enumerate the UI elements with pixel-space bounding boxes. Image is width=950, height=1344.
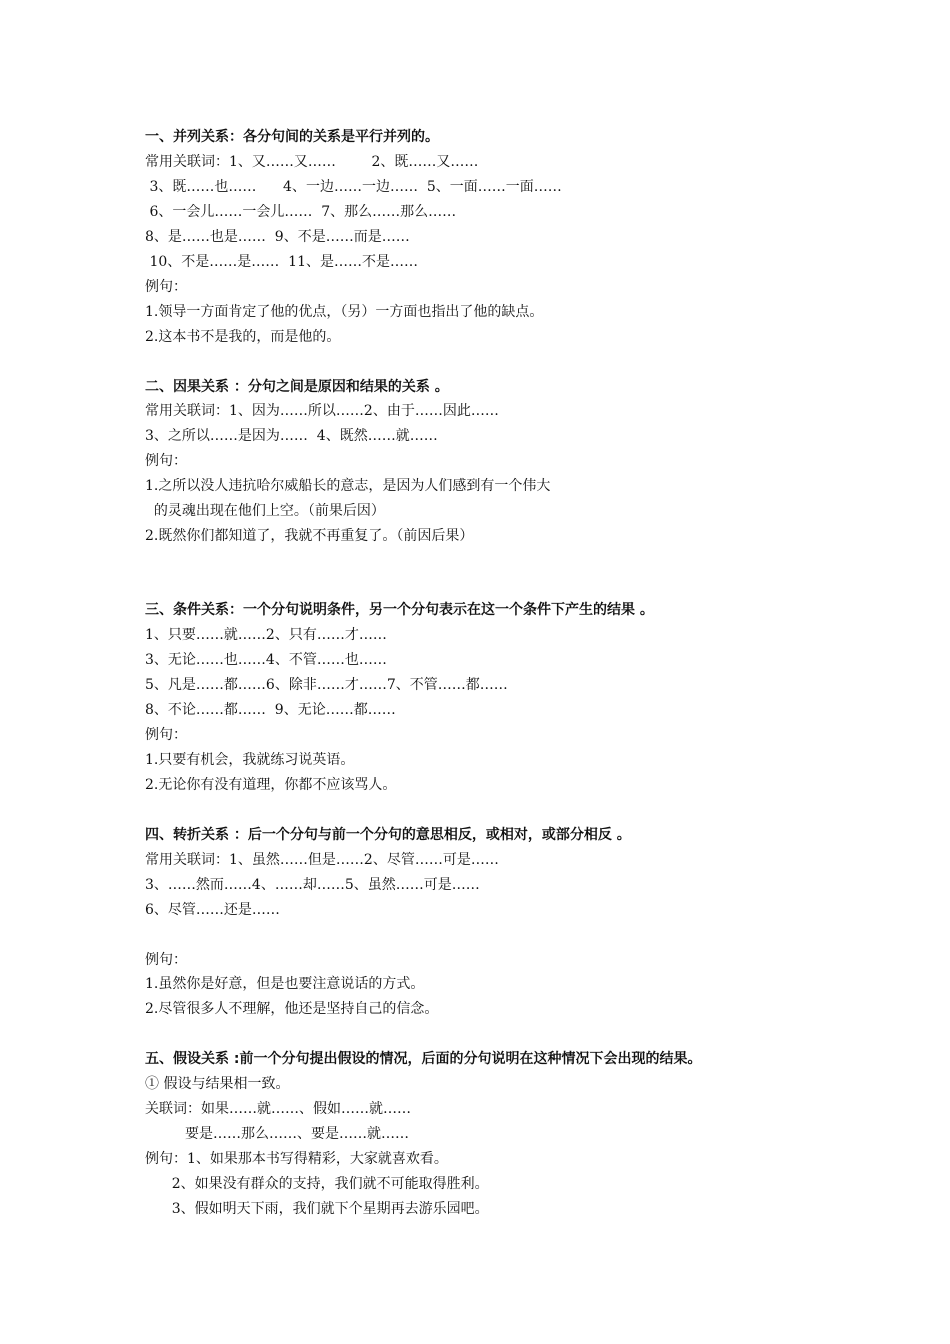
section-3-connectives-line: 1、只要……就……2、只有……才…… bbox=[145, 627, 387, 643]
section-2-example: 的灵魂出现在他们上空。（前果后因） bbox=[145, 503, 385, 519]
section-4-connectives-line: 3、……然而……4、……却……5、虽然……可是…… bbox=[145, 877, 480, 893]
section-1-example: 1.领导一方面肯定了他的优点，（另）一方面也指出了他的缺点。 bbox=[145, 304, 544, 320]
section-4-example-label: 例句： bbox=[145, 952, 187, 968]
section-1-connectives-line: 6、一会儿……一会儿…… 7、那么……那么…… bbox=[145, 204, 457, 220]
section-2-example: 1.之所以没人违抗哈尔威船长的意志，是因为人们感到有一个伟大 bbox=[145, 478, 551, 494]
section-1-example: 2.这本书不是我的，而是他的。 bbox=[145, 329, 341, 345]
section-2-connectives-line: 3、之所以……是因为…… 4、既然……就…… bbox=[145, 428, 438, 444]
section-5-heading: 五、假设关系 :前一个分句提出假设的情况，后面的分句说明在这种情况下会出现的结果。 bbox=[145, 1051, 702, 1067]
section-1-example-label: 例句： bbox=[145, 279, 187, 295]
section-3-example-label: 例句： bbox=[145, 727, 187, 743]
section-1-connectives-line: 8、是……也是…… 9、不是……而是…… bbox=[145, 229, 410, 245]
section-1-connectives-line: 10、不是……是…… 11、是……不是…… bbox=[145, 254, 418, 270]
section-3-connectives-line: 3、无论……也……4、不管……也…… bbox=[145, 652, 387, 668]
section-4-connectives-line: 6、尽管……还是…… bbox=[145, 902, 280, 918]
section-3-example: 2.无论你有没有道理，你都不应该骂人。 bbox=[145, 777, 397, 793]
section-5-connectives-line: 要是……那么……、要是……就…… bbox=[145, 1126, 410, 1142]
section-5-subheading: ① 假设与结果相一致。 bbox=[145, 1076, 290, 1092]
section-3-example: 1.只要有机会，我就练习说英语。 bbox=[145, 752, 355, 768]
section-3-connectives-line: 8、不论……都…… 9、无论……都…… bbox=[145, 702, 396, 718]
section-5-example: 3、假如明天下雨，我们就下个星期再去游乐园吧。 bbox=[145, 1201, 489, 1217]
section-5-connectives-line: 关联词：如果……就……、假如……就…… bbox=[145, 1101, 411, 1117]
section-2-example-label: 例句： bbox=[145, 453, 187, 469]
section-5-example: 例句：1、如果那本书写得精彩，大家就喜欢看。 bbox=[145, 1151, 448, 1167]
section-3-connectives-line: 5、凡是……都……6、除非……才……7、不管……都…… bbox=[145, 677, 508, 693]
section-4-heading: 四、转折关系 ：后一个分句与前一个分句的意思相反，或相对，或部分相反 。 bbox=[145, 827, 631, 843]
section-4-example: 1.虽然你是好意，但是也要注意说话的方式。 bbox=[145, 976, 425, 992]
section-5-example: 2、如果没有群众的支持，我们就不可能取得胜利。 bbox=[145, 1176, 489, 1192]
section-4-connectives-line: 常用关联词：1、虽然……但是……2、尽管……可是…… bbox=[145, 852, 499, 868]
section-1-connectives-line: 3、既……也…… 4、一边……一边…… 5、一面……一面…… bbox=[145, 179, 562, 195]
section-1-connectives-line: 常用关联词：1、又……又…… 2、既……又…… bbox=[145, 154, 479, 170]
section-3-heading: 三、条件关系：一个分句说明条件，另一个分句表示在这一个条件下产生的结果 。 bbox=[145, 602, 654, 618]
section-4-example: 2.尽管很多人不理解，他还是坚持自己的信念。 bbox=[145, 1001, 439, 1017]
section-1-heading: 一、并列关系：各分句间的关系是平行并列的。 bbox=[145, 129, 439, 145]
section-2-example: 2.既然你们都知道了，我就不再重复了。（前因后果） bbox=[145, 528, 474, 544]
section-2-connectives-line: 常用关联词：1、因为……所以……2、由于……因此…… bbox=[145, 403, 499, 419]
section-2-heading: 二、因果关系 ：分句之间是原因和结果的关系 。 bbox=[145, 379, 449, 395]
